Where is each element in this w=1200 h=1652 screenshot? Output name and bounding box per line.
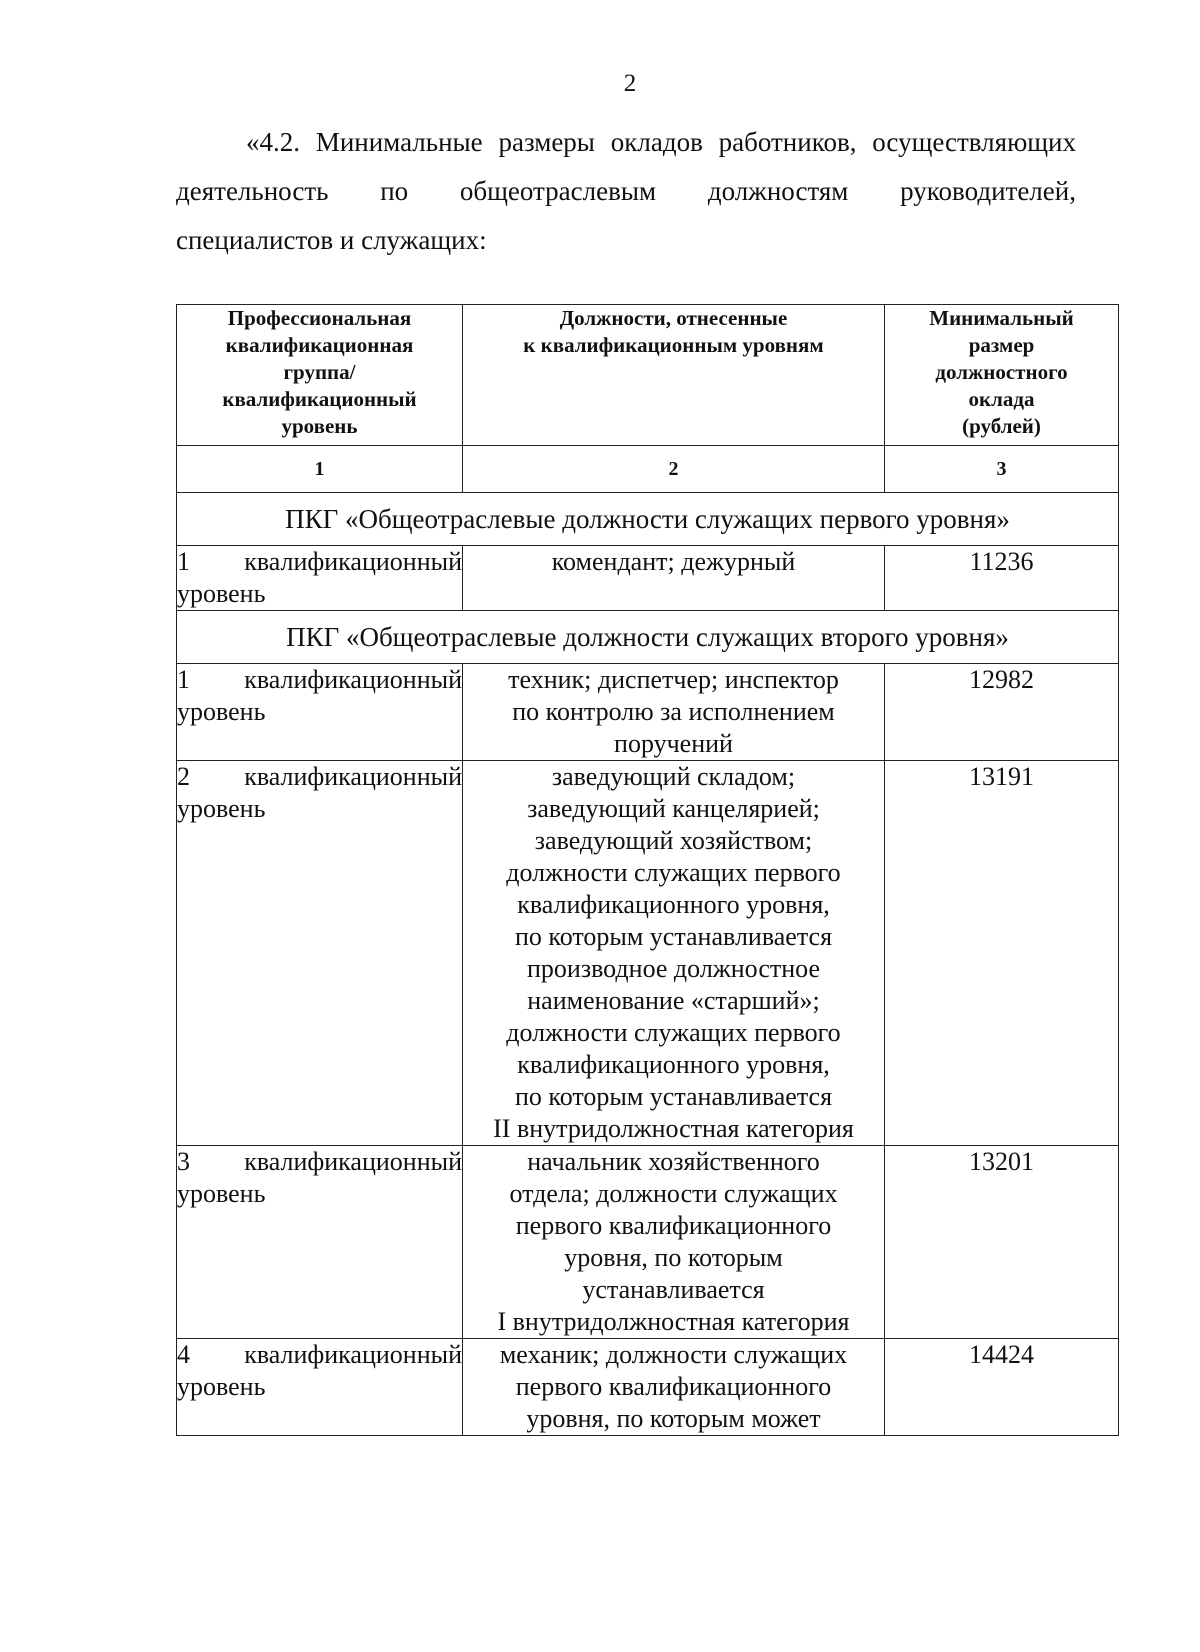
position-line: заведующий складом; [551, 762, 796, 791]
position-line: первого квалификационного [515, 1211, 832, 1240]
column-number: 3 [885, 446, 1119, 493]
position-line: по контролю за исполнением [512, 697, 835, 726]
intro-line-1: «4.2. Минимальные размеры окладов работников, осуществляющих [246, 127, 1076, 157]
group-row [177, 493, 1119, 546]
position-line: заведующий хозяйством; [534, 826, 813, 855]
level-cell [177, 546, 463, 611]
intro-line-2 [176, 167, 1076, 216]
position-line: заведующий канцелярией; [527, 794, 820, 823]
header-min-salary: Минимальный размер должностного оклада (рублей) [885, 305, 1119, 446]
group-title: ПКГ «Общеотраслевые должности служащих первого уровня» [177, 493, 1119, 546]
header-row [177, 305, 1119, 446]
level-word: квалификационный [244, 762, 462, 791]
level-word: квалификационный [244, 1340, 462, 1369]
position-line: механик; должности служащих [499, 1340, 848, 1369]
page-number: 2 [623, 70, 637, 97]
header-positions: Должности, отнесенные к квалификационным уровням [463, 305, 885, 446]
intro-line-3: специалистов и служащих: [176, 225, 487, 255]
intro-word: должностям [707, 176, 849, 206]
positions-cell [463, 1146, 885, 1339]
group-title: ПКГ «Общеотраслевые должности служащих второго уровня» [177, 611, 1119, 664]
intro-paragraph [176, 118, 1076, 265]
intro-word: общеотраслевым [459, 176, 657, 206]
level-number: 4 [177, 1340, 190, 1369]
salary-cell: 13201 [885, 1146, 1119, 1339]
salary-cell: 14424 [885, 1339, 1119, 1436]
level-row [177, 761, 1119, 1146]
position-line: уровня, по которым [564, 1243, 783, 1272]
level-row [177, 1339, 1119, 1436]
level-cell [177, 761, 463, 1146]
level-number: 1 [177, 547, 190, 576]
positions-cell [463, 1339, 885, 1436]
positions-cell [463, 546, 885, 611]
position-line: первого квалификационного [515, 1372, 832, 1401]
position-line: устанавливается [582, 1275, 765, 1304]
position-line: уровня, по которым может [526, 1404, 821, 1433]
column-number: 1 [177, 446, 463, 493]
group-row [177, 611, 1119, 664]
level-word: квалификационный [244, 547, 462, 576]
level-word: квалификационный [244, 1147, 462, 1176]
position-line: по которым устанавливается [514, 922, 833, 951]
position-line: квалификационного уровня, [517, 1050, 830, 1079]
level-row [177, 664, 1119, 761]
salary-cell: 12982 [885, 664, 1119, 761]
positions-cell [463, 761, 885, 1146]
position-line: техник; диспетчер; инспектор [508, 665, 839, 694]
salary-table [176, 304, 1119, 1436]
position-line: начальник хозяйственного [527, 1147, 820, 1176]
level-cell [177, 664, 463, 761]
position-line: квалификационного уровня, [517, 890, 830, 919]
intro-word: деятельность [176, 176, 329, 206]
level-number: 2 [177, 762, 190, 791]
level-row [177, 1146, 1119, 1339]
column-number-row [177, 446, 1119, 493]
level-tail: уровень [177, 1372, 266, 1401]
position-line: наименование «старший»; [527, 986, 820, 1015]
intro-word: по [380, 176, 409, 206]
level-number: 3 [177, 1147, 190, 1176]
position-line: по которым устанавливается [514, 1082, 833, 1111]
position-line: отдела; должности служащих [509, 1179, 838, 1208]
level-tail: уровень [177, 579, 266, 608]
column-number: 2 [463, 446, 885, 493]
level-cell [177, 1339, 463, 1436]
position-line: должности служащих первого [506, 1018, 841, 1047]
position-line: производное должностное [526, 954, 820, 983]
salary-cell: 13191 [885, 761, 1119, 1146]
level-word: квалификационный [244, 665, 462, 694]
position-line: I внутридолжностная категория [497, 1307, 850, 1336]
level-tail: уровень [177, 697, 266, 726]
level-row [177, 546, 1119, 611]
positions-cell [463, 664, 885, 761]
position-line: комендант; дежурный [551, 547, 796, 576]
level-number: 1 [177, 665, 190, 694]
position-line: должности служащих первого [506, 858, 841, 887]
level-cell [177, 1146, 463, 1339]
header-qualification-group: Профессиональная квалификационная группа/ квалификационный уровень [177, 305, 463, 446]
level-tail: уровень [177, 794, 266, 823]
salary-cell: 11236 [885, 546, 1119, 611]
position-line: поручений [614, 729, 733, 758]
intro-word: руководителей, [900, 176, 1076, 206]
level-tail: уровень [177, 1179, 266, 1208]
position-line: II внутридолжностная категория [493, 1114, 854, 1143]
